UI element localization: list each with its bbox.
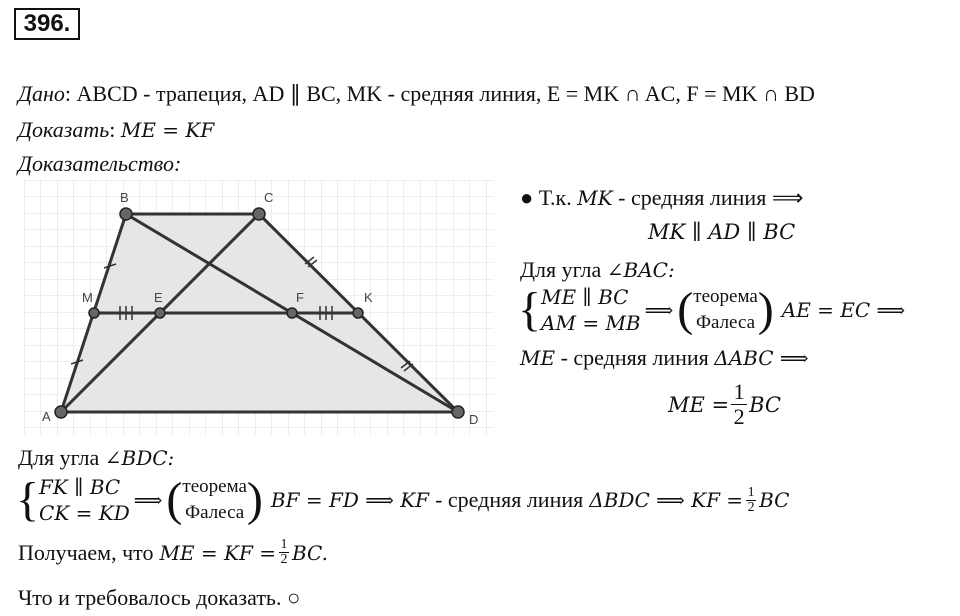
label-a: A <box>42 409 51 424</box>
result-line: Получаем, что ME = KF = $\frac{1}{2}$ BC. <box>18 537 328 567</box>
system-2: { FK ∥ BC CK = KD ⟹ ( теорема Фалеса ) BF = FD ⟹ KF - средняя линия ΔBDC ⟹ KF = $\frac{1}{2}$ BC <box>16 473 790 526</box>
label-e: E <box>154 290 163 305</box>
right-line-6: ME = 1 2 BC <box>668 379 781 429</box>
label-k: K <box>364 290 373 305</box>
proof-label: Доказательство: <box>18 151 182 176</box>
label-b: B <box>120 190 129 205</box>
label-m: M <box>82 290 93 305</box>
right-line-3: Для угла ∠BAC: <box>520 257 675 282</box>
point-k <box>353 308 363 318</box>
label-c: C <box>264 190 274 205</box>
point-a <box>55 406 67 418</box>
point-c <box>253 208 265 220</box>
point-f <box>287 308 297 318</box>
system-1: { ME ∥ BC AM = MB ⟹ ( теорема Фалеса ) AE = EC ⟹ <box>518 283 906 336</box>
trapezoid-figure <box>24 180 494 435</box>
problem-number: 396. <box>14 8 80 40</box>
given-label: Дано <box>18 81 65 106</box>
point-m <box>89 308 99 318</box>
right-line-1: ● Т.к. MK - средняя линия ⟹ <box>520 185 804 210</box>
given-line: Дано: ABCD - трапеция, AD ∥ BC, MK - средняя линия, E = MK ∩ AC, F = MK ∩ BD <box>18 81 815 106</box>
right-line-2: MK ∥ AD ∥ BC <box>648 220 796 244</box>
label-f: F <box>296 290 304 305</box>
point-e <box>155 308 165 318</box>
given-text: ABCD - трапеция, AD ∥ BC, MK - средняя линия, E = MK ∩ AC, F = MK ∩ BD <box>76 81 815 106</box>
right-line-5: ME - средняя линия ΔABC ⟹ <box>520 345 809 370</box>
label-d: D <box>469 412 479 427</box>
prove-line: Доказать: ME = KF <box>18 117 215 142</box>
bottom-angle-line: Для угла ∠BDC: <box>18 445 175 470</box>
point-b <box>120 208 132 220</box>
conclusion-line: Что и требовалось доказать. ○ <box>18 585 301 610</box>
point-d <box>452 406 464 418</box>
prove-text: ME = KF <box>120 118 215 142</box>
prove-label: Доказать <box>18 117 110 142</box>
